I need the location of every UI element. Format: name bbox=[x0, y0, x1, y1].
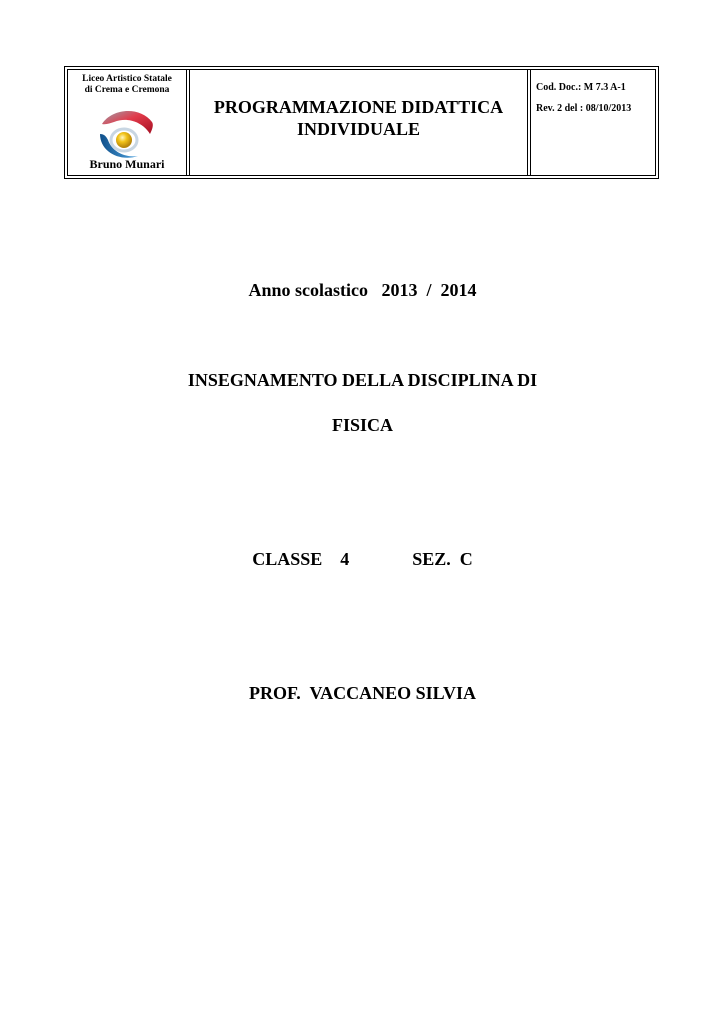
class-value: 4 bbox=[340, 549, 350, 569]
school-year bbox=[0, 280, 725, 301]
professor-name: VACCANEO SILVIA bbox=[309, 683, 477, 703]
school-year-from: 2013 bbox=[381, 280, 418, 300]
professor-label: PROF. bbox=[248, 683, 301, 703]
subject-name: FISICA bbox=[331, 415, 393, 435]
document-code: Cod. Doc.: M 7.3 A-1 bbox=[536, 82, 626, 93]
section-value: C bbox=[459, 549, 473, 569]
section-label: SEZ. bbox=[412, 549, 451, 569]
school-year-separator: / bbox=[426, 280, 432, 300]
professor bbox=[0, 683, 725, 704]
teaching-heading: INSEGNAMENTO DELLA DISCIPLINA DI bbox=[187, 370, 538, 390]
header-title-cell bbox=[190, 70, 528, 175]
document-header bbox=[67, 69, 656, 176]
school-subtitle: Bruno Munari bbox=[89, 157, 165, 171]
document-title bbox=[190, 96, 527, 140]
document-title-line2: INDIVIDUALE bbox=[296, 119, 421, 139]
school-logo bbox=[94, 104, 158, 162]
school-year-label: Anno scolastico bbox=[248, 280, 368, 300]
school-name bbox=[68, 74, 186, 96]
header-school-cell bbox=[68, 70, 187, 175]
school-year-to: 2014 bbox=[440, 280, 477, 300]
document-title-line1: PROGRAMMAZIONE DIDATTICA bbox=[213, 97, 504, 117]
class-section bbox=[0, 549, 725, 570]
header-doc-info-cell bbox=[531, 70, 655, 175]
document-revision: Rev. 2 del : 08/10/2013 bbox=[536, 103, 632, 114]
school-name-line2: di Crema e Cremona bbox=[84, 85, 170, 95]
school-name-line1: Liceo Artistico Statale bbox=[82, 74, 172, 84]
class-label: CLASSE bbox=[252, 549, 323, 569]
